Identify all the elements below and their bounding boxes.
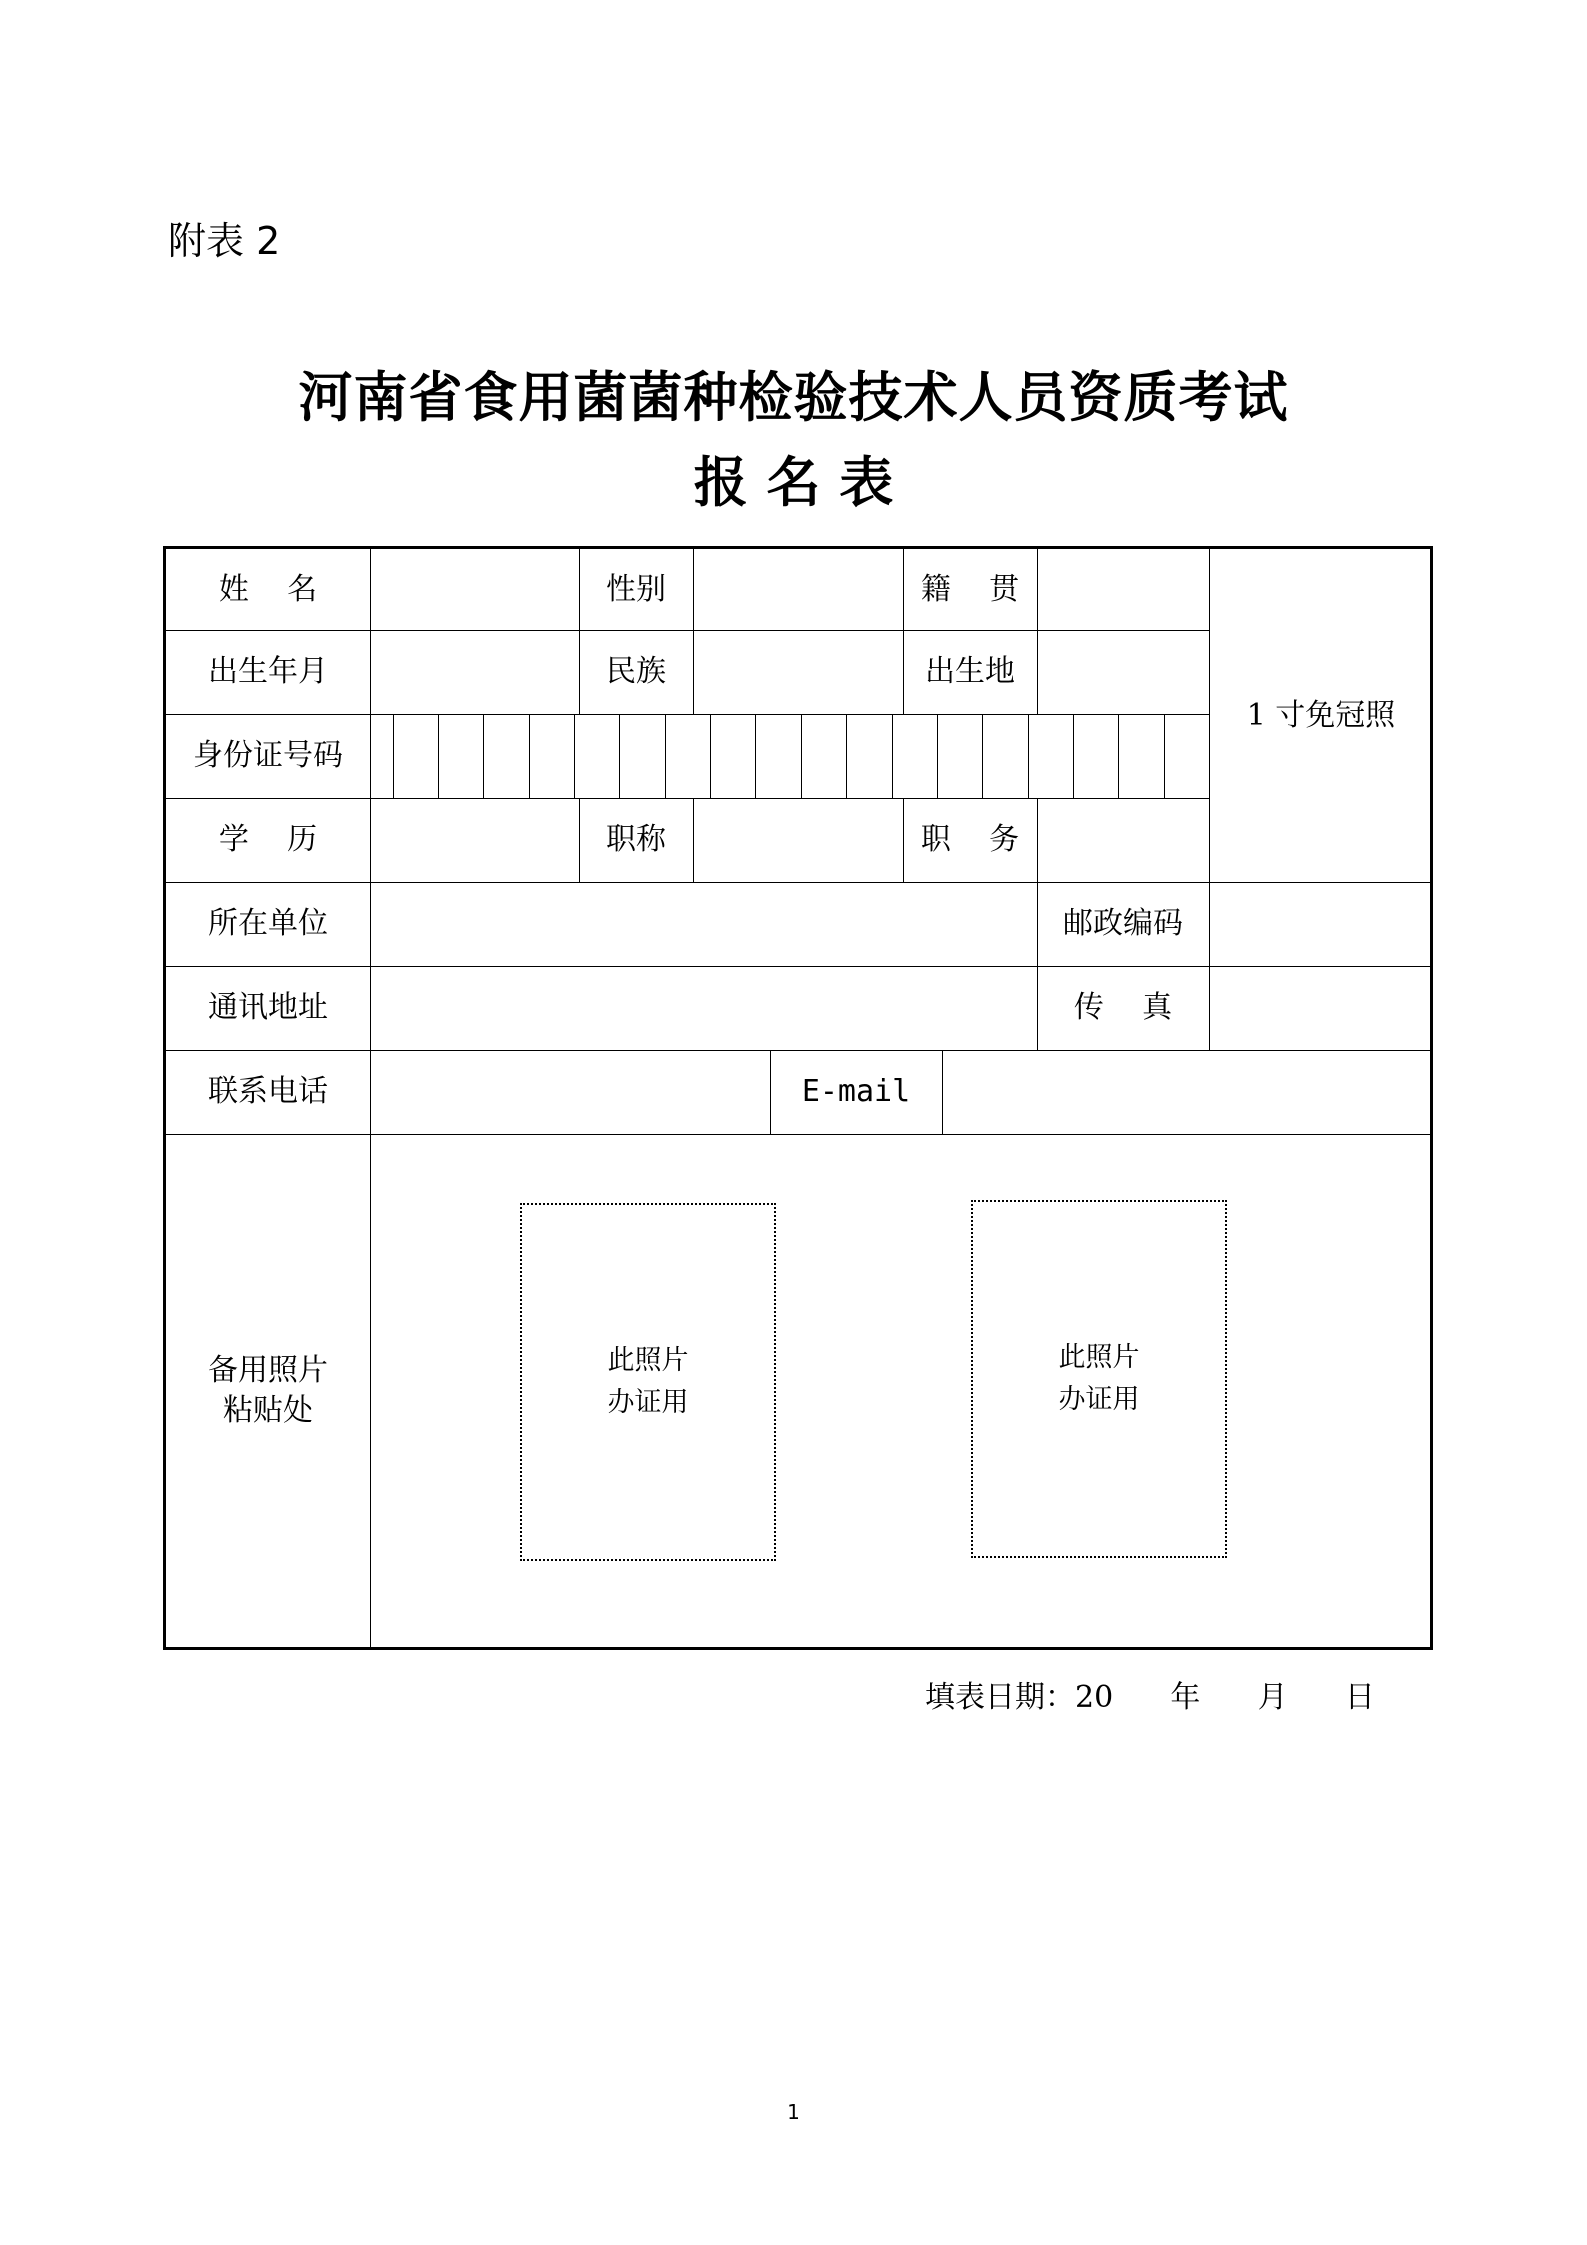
position-label: 职 务 [920, 822, 1020, 857]
id-digit-divider [710, 714, 711, 798]
id-digit-divider [438, 714, 439, 798]
spare-photo-label: 备用照片 粘贴处 [208, 1352, 328, 1428]
id-digit-divider [1073, 714, 1074, 798]
col-divider [693, 549, 694, 714]
photo-box-text: 此照片 办证用 [1058, 1342, 1140, 1415]
col-divider [942, 1050, 943, 1134]
id-digit-divider [483, 714, 484, 798]
id-digit-divider [937, 714, 938, 798]
id-digit-divider [892, 714, 893, 798]
id-digit-divider [982, 714, 983, 798]
photo-box-text: 此照片 办证用 [607, 1345, 689, 1418]
col-divider [370, 549, 371, 1647]
id-digit-divider [574, 714, 575, 798]
ethnicity-label: 民族 [606, 654, 666, 689]
native-place-label: 籍 贯 [920, 571, 1020, 607]
col-divider [1037, 798, 1038, 882]
phone-label: 联系电话 [208, 1074, 328, 1109]
photo-box [520, 1203, 776, 1561]
registration-form [163, 546, 1433, 1650]
photo-spec-label: 1 寸免冠照 [1246, 697, 1396, 733]
id-digit-divider [529, 714, 530, 798]
education-label: 学 历 [218, 822, 318, 857]
page-number: 1 [787, 2100, 800, 2124]
id-digit-divider [619, 714, 620, 798]
id-number-label: 身份证号码 [193, 738, 343, 773]
email-label: E-mail [801, 1074, 911, 1109]
id-digit-divider [1028, 714, 1029, 798]
id-digit-divider [801, 714, 802, 798]
birthplace-label: 出生地 [925, 654, 1015, 689]
photo-box [971, 1200, 1227, 1558]
id-digit-divider [393, 714, 394, 798]
professional-title-label: 职称 [606, 822, 666, 857]
col-divider [1037, 549, 1038, 714]
form-subtitle: 报 名 表 [693, 451, 894, 514]
id-digit-divider [1118, 714, 1119, 798]
attachment-label: 附表 2 [168, 219, 281, 263]
fill-date: 填表日期：20 年 月 日 [925, 1680, 1375, 1715]
gender-label: 性别 [606, 571, 666, 607]
form-title: 河南省食用菌菌种检验技术人员资质考试 [298, 366, 1289, 429]
address-label: 通讯地址 [208, 990, 328, 1025]
id-digit-divider [1164, 714, 1165, 798]
birth-date-label: 出生年月 [208, 654, 328, 689]
name-label: 姓 名 [218, 571, 318, 607]
id-digit-divider [665, 714, 666, 798]
fax-label: 传 真 [1073, 990, 1173, 1025]
id-digit-divider [846, 714, 847, 798]
postal-code-label: 邮政编码 [1063, 906, 1183, 941]
col-divider [693, 798, 694, 882]
employer-label: 所在单位 [208, 906, 328, 941]
id-digit-divider [755, 714, 756, 798]
